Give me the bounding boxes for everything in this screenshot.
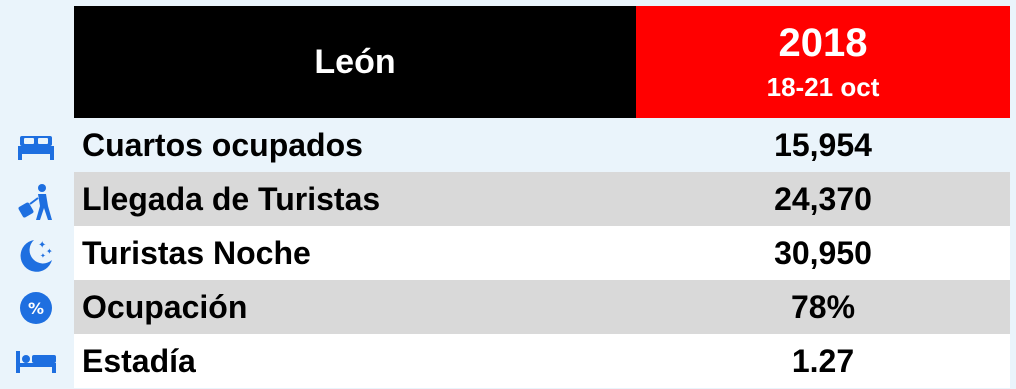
svg-text:✦: ✦ <box>46 247 53 256</box>
bed-stay-icon <box>10 340 62 384</box>
table-row <box>74 334 1010 388</box>
table-row <box>74 118 1010 172</box>
date-range-label: 18-21 oct <box>766 72 880 102</box>
traveler-icon <box>10 180 62 224</box>
table-row <box>74 280 1010 334</box>
table-row <box>74 226 1010 280</box>
svg-text:✦: ✦ <box>40 252 46 260</box>
svg-text:✦: ✦ <box>38 240 47 251</box>
year-header <box>636 6 1010 118</box>
percent-badge-icon <box>10 286 62 330</box>
row-label: Llegada de Turistas <box>82 180 381 217</box>
row-label: Estadía <box>82 342 196 379</box>
moon-stars-icon <box>10 232 62 276</box>
row-value: 15,954 <box>774 126 872 163</box>
bed-icon <box>10 124 62 168</box>
year-label: 2018 <box>778 21 868 65</box>
svg-text:%: % <box>27 299 45 318</box>
row-value: 78% <box>790 288 856 325</box>
row-value: 1.27 <box>791 342 855 379</box>
row-label: Ocupación <box>82 288 248 325</box>
row-label: Cuartos ocupados <box>82 126 363 163</box>
city-header: León <box>74 6 636 118</box>
row-value: 30,950 <box>774 234 872 271</box>
table-header <box>74 6 1010 118</box>
stats-table <box>74 6 1010 388</box>
row-value: 24,370 <box>774 180 872 217</box>
table-row <box>74 172 1010 226</box>
row-label: Turistas Noche <box>82 234 311 271</box>
